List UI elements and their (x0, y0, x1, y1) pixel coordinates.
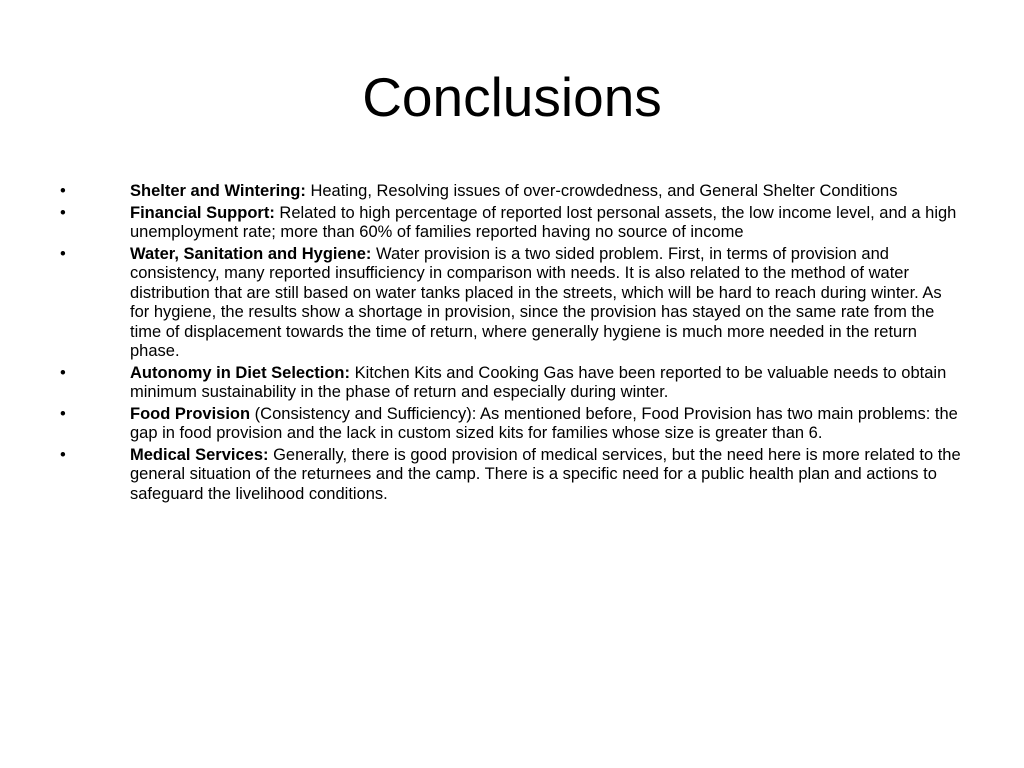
bullet-text: Water provision is a two sided problem. First, in terms of provision and consistency, many reported insufficiency in comparison with needs. It is also related to the method of water distribution that are still based on water tanks placed in the streets, which will be hard to reach during winter. As for hygiene, the results show a shortage in provision, since the provision has stayed on the same rate from the time of displacement towards the time of return, where generally hygiene is much more needed in the return phase. (130, 244, 942, 360)
bullet-item-diet (60, 364, 965, 403)
bullet-text: Heating, Resolving issues of over-crowdedness, and General Shelter Conditions (305, 182, 898, 200)
bullet-item-medical (60, 446, 965, 505)
bullet-list (60, 182, 965, 506)
slide-title: Conclusions (362, 66, 662, 128)
bullet-icon: • (60, 404, 66, 423)
bullet-icon: • (60, 244, 66, 263)
bullet-item-wash (60, 245, 965, 362)
bullet-text: (Consistency and Sufficiency): As mentioned before, Food Provision has two main problems: the gap in food provision and the lack in custom sized kits for families whose size is greater than 6. (130, 404, 958, 442)
bullet-icon: • (60, 203, 66, 222)
bullet-icon: • (60, 363, 66, 382)
bullet-heading: Autonomy in Diet Selection: (130, 363, 351, 382)
bullet-heading: Food Provision (130, 404, 251, 423)
bullet-text: Related to high percentage of reported lost personal assets, the low income level, and a high unemployment rate; more than 60% of families reported having no source of income (130, 203, 957, 241)
bullet-heading: Shelter and Wintering: (130, 182, 306, 200)
bullet-text: Generally, there is good provision of medical services, but the need here is more related to the general situation of the returnees and the camp. There is a specific need for a public health plan and actions to safeguard the livelihood conditions. (130, 445, 961, 503)
bullet-item-financial (60, 204, 965, 243)
bullet-icon: • (60, 182, 66, 200)
bullet-item-shelter (60, 182, 965, 202)
bullet-heading: Medical Services: (130, 445, 269, 464)
bullet-heading: Financial Support: (130, 203, 275, 222)
bullet-item-food (60, 405, 965, 444)
bullet-heading: Water, Sanitation and Hygiene: (130, 244, 372, 263)
bullet-text: Kitchen Kits and Cooking Gas have been reported to be valuable needs to obtain minimum sustainability in the phase of return and especially during winter. (130, 363, 947, 401)
bullet-icon: • (60, 445, 66, 464)
